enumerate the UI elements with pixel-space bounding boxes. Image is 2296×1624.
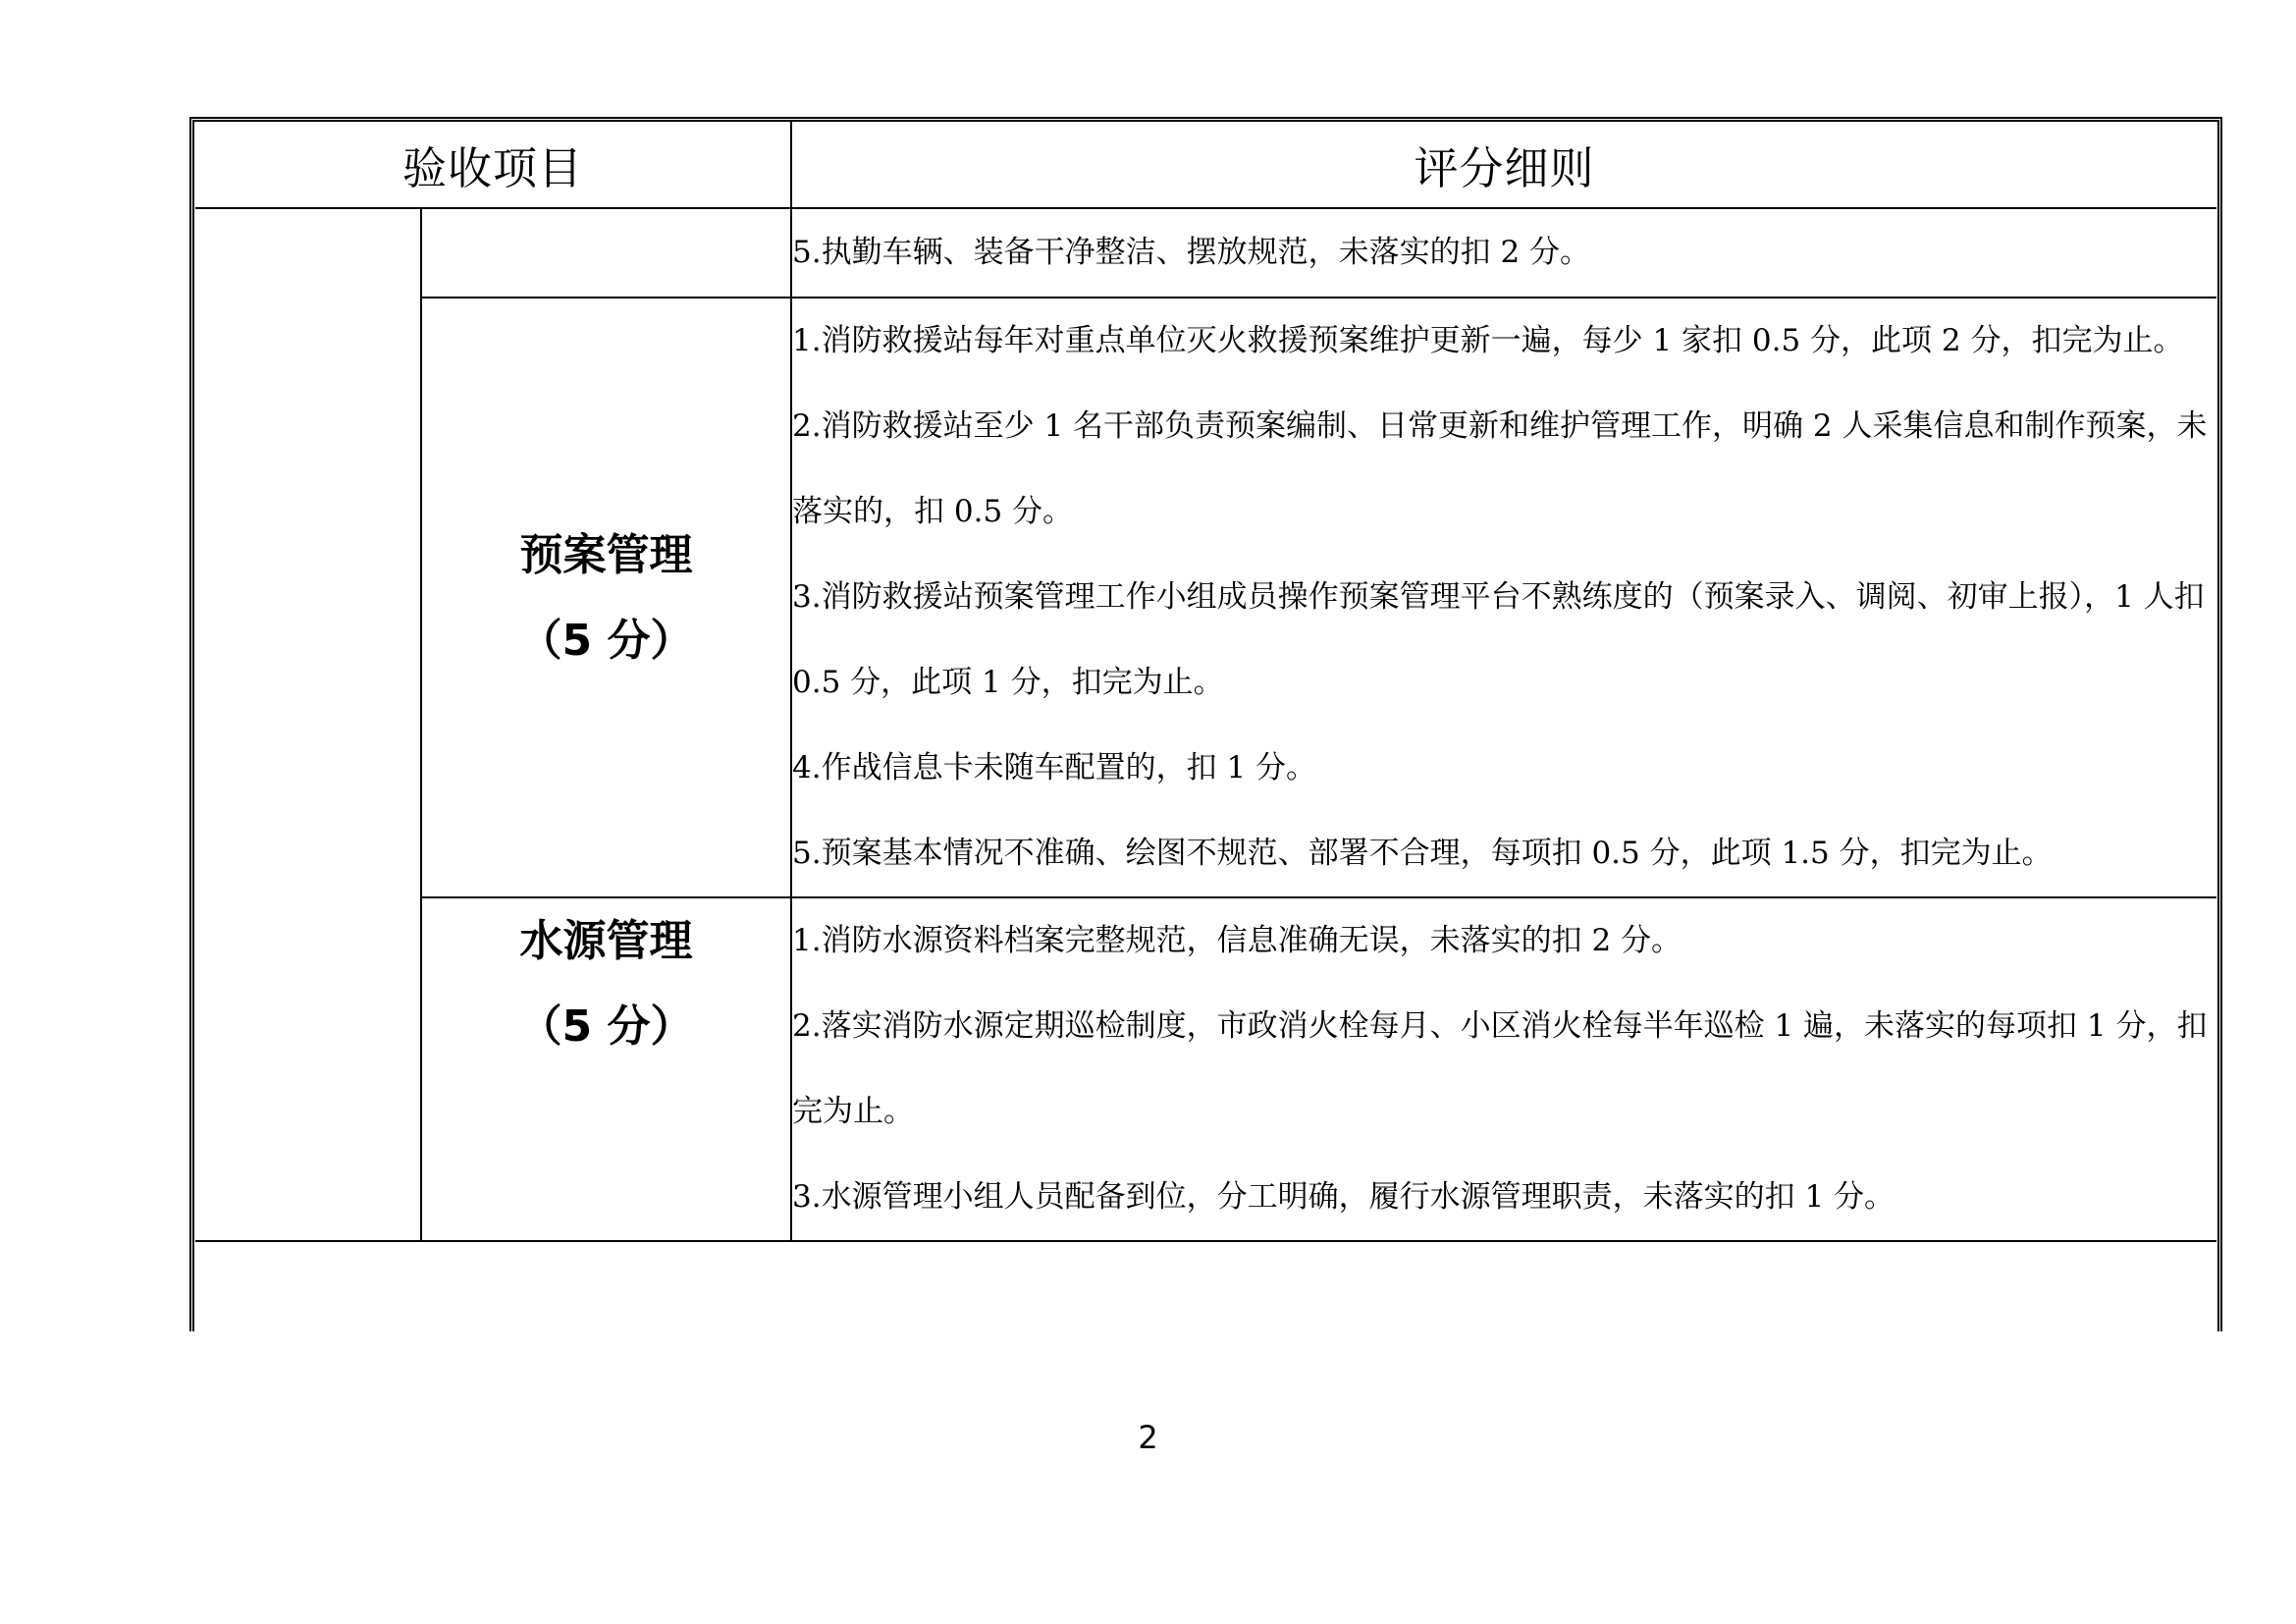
table-row: [195, 298, 2216, 897]
category-score: （5 分）: [518, 1001, 694, 1052]
rule-item: 5.预案基本情况不准确、绘图不规范、部署不合理，每项扣 0.5 分，此项 1.5 分，扣完为止。: [792, 836, 2053, 871]
rule-item: 5.执勤车辆、装备干净整洁、摆放规范，未落实的扣 2 分。: [792, 235, 1591, 270]
rule-item: 2.消防救援站至少 1 名干部负责预案编制、日常更新和维护管理工作，明确 2 人采集信息和制作预案，未落实的，扣 0.5 分。: [792, 408, 2208, 529]
page-number: 2: [1138, 1419, 1158, 1456]
rule-item: 3.水源管理小组人员配备到位，分工明确，履行水源管理职责，未落实的扣 1 分。: [792, 1179, 1896, 1215]
rules-cell: [791, 897, 2216, 1241]
category-score: （5 分）: [518, 615, 694, 666]
rule-item: 1.消防水源资料档案完整规范，信息准确无误，未落实的扣 2 分。: [792, 923, 1682, 958]
rules-cell: [791, 298, 2216, 897]
rules-cell: [791, 208, 2216, 298]
table-header-row: [195, 122, 2216, 208]
rule-item: 4.作战信息卡未随车配置的，扣 1 分。: [792, 750, 1317, 785]
header-acceptance-item: 验收项目: [195, 122, 791, 208]
table-row: [195, 897, 2216, 1241]
blank-group-cell: [195, 208, 421, 1241]
scoring-table: [195, 122, 2216, 1242]
category-cell-plan-management: [421, 298, 791, 897]
category-name: 预案管理: [519, 529, 693, 580]
category-name: 水源管理: [519, 916, 693, 966]
category-cell-empty: [421, 208, 791, 298]
table-row: [195, 208, 2216, 298]
rule-item: 1.消防救援站每年对重点单位灭火救援预案维护更新一遍，每少 1 家扣 0.5 分，此项 2 分，扣完为止。: [792, 323, 2184, 358]
header-scoring-rules: 评分细则: [791, 122, 2216, 208]
rule-item: 3.消防救援站预案管理工作小组成员操作预案管理平台不熟练度的（预案录入、调阅、初审上报），1 人扣 0.5 分，此项 1 分，扣完为止。: [792, 579, 2205, 700]
rule-item: 2.落实消防水源定期巡检制度，市政消火栓每月、小区消火栓每半年巡检 1 遍，未落实的每项扣 1 分，扣完为止。: [792, 1008, 2208, 1129]
category-cell-water-source-management: [421, 897, 791, 1241]
score-table-frame: [189, 117, 2222, 1331]
